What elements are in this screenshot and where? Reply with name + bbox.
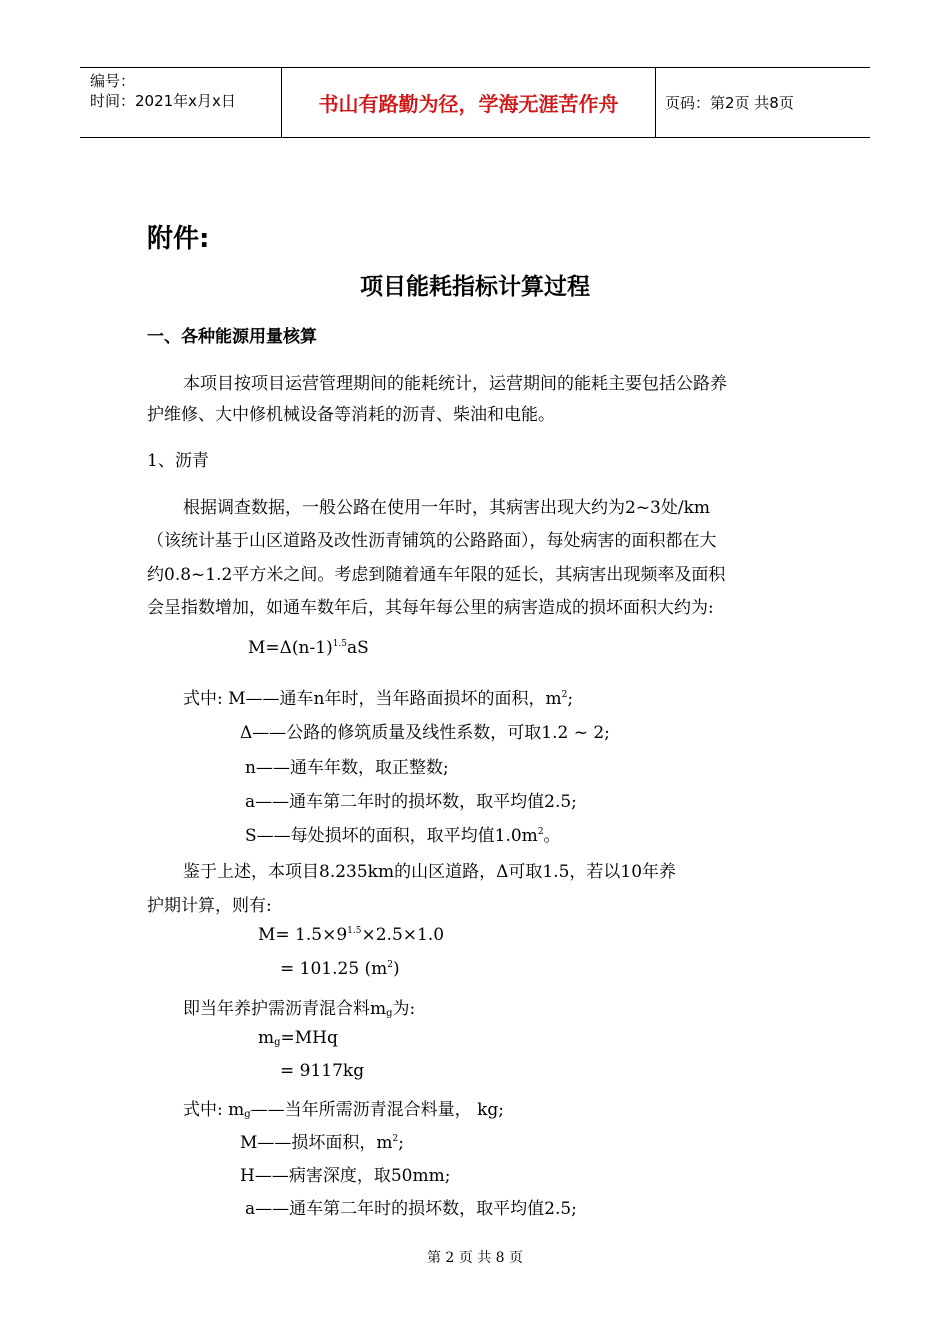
formula-part: aS — [347, 638, 369, 658]
calculation-part: ×2.5×1.0 — [361, 925, 445, 945]
definition-text: ; — [567, 689, 574, 709]
document-number: 编号： — [90, 72, 136, 90]
definition-text: 。 — [543, 826, 561, 846]
document-date: 时间：2021年x月x日 — [90, 92, 236, 110]
calculation-part: M= 1.5×9 — [258, 925, 348, 945]
section-heading: 一、各种能源用量核算 — [147, 327, 317, 347]
definition-line: H——病害深度，取50mm; — [240, 1166, 451, 1186]
definition-line: a——通车第二年时的损坏数，取平均值2.5; — [245, 1199, 577, 1219]
paragraph-text: 为: — [392, 999, 416, 1019]
definition-text: ——当年所需沥青混合料量， kg; — [250, 1100, 504, 1120]
calculation-part: ) — [393, 959, 400, 979]
definition-line: n——通车年数，取正整数; — [245, 758, 449, 778]
unit-exponent: 2 — [537, 827, 544, 837]
variable-subscript: g — [274, 1037, 281, 1048]
definition-line: a——通车第二年时的损坏数，取平均值2.5; — [245, 792, 577, 812]
calculation-part: =MHq — [280, 1028, 338, 1048]
paragraph-line: 本项目按项目运营管理期间的能耗统计，运营期间的能耗主要包括公路养 — [183, 374, 727, 394]
paragraph-line: （该统计基于山区道路及改性沥青铺筑的公路路面），每处病害的面积都在大 — [147, 531, 717, 551]
definition-text: S——每处损坏的面积，取平均值1.0m — [245, 826, 538, 846]
definition-line: Δ——公路的修筑质量及线性系数，可取1.2 ~ 2; — [240, 723, 610, 743]
formula — [248, 638, 369, 658]
item-heading: 1、沥青 — [147, 451, 209, 471]
header-motto: 书山有路勤为径，学海无涯苦作舟 — [281, 68, 656, 137]
paragraph-line: 护期计算，则有: — [147, 896, 272, 916]
calculation-part: m — [258, 1028, 275, 1048]
calculation-line — [258, 925, 444, 945]
definition-text: ; — [398, 1133, 404, 1153]
definition-line — [183, 1095, 504, 1120]
definition-text: 式中: M——通车n年时，当年路面损坏的面积，m — [183, 689, 562, 709]
formula-exponent: 1.5 — [332, 639, 348, 649]
calculation-exponent: 1.5 — [347, 926, 362, 936]
definition-line — [183, 684, 573, 709]
definition-text: 式中: m — [183, 1100, 245, 1120]
definition-line — [240, 1128, 404, 1153]
header-meta — [80, 68, 281, 137]
calculation-line — [258, 1028, 338, 1048]
paragraph-line: 护维修、大中修机械设备等消耗的沥青、柴油和电能。 — [147, 405, 555, 425]
definition-text: M——损坏面积，m — [240, 1133, 393, 1153]
calculation-line: = 9117kg — [280, 1061, 365, 1081]
paragraph-line: 会呈指数增加，如通车数年后，其每年每公里的病害造成的损坏面积大约为: — [147, 598, 714, 618]
header-page-number: 页码：第2页 共8页 — [665, 94, 794, 112]
formula-part: M=Δ(n-1) — [248, 638, 333, 658]
header-table — [80, 67, 870, 138]
variable-subscript: g — [244, 1109, 251, 1120]
calculation-part: = 101.25 (m — [280, 959, 388, 979]
definition-line — [245, 821, 561, 846]
unit-exponent: 2 — [387, 960, 394, 970]
paragraph-text: 即当年养护需沥青混合料m — [183, 999, 387, 1019]
paragraph-line: 鉴于上述，本项目8.235km的山区道路，Δ可取1.5，若以10年养 — [183, 862, 677, 882]
calculation-line — [280, 959, 400, 979]
variable-subscript: g — [386, 1008, 393, 1019]
attachment-label: 附件: — [147, 224, 210, 254]
paragraph-line — [183, 994, 415, 1019]
paragraph-line: 根据调查数据，一般公路在使用一年时，其病害出现大约为2~3处/km — [183, 498, 711, 518]
page-footer: 第 2 页 共 8 页 — [426, 1250, 524, 1266]
document-title: 项目能耗指标计算过程 — [360, 274, 590, 300]
unit-exponent: 2 — [561, 690, 568, 700]
paragraph-line: 约0.8~1.2平方米之间。考虑到随着通车年限的延长，其病害出现频率及面积 — [147, 565, 726, 585]
unit-exponent: 2 — [392, 1134, 399, 1144]
